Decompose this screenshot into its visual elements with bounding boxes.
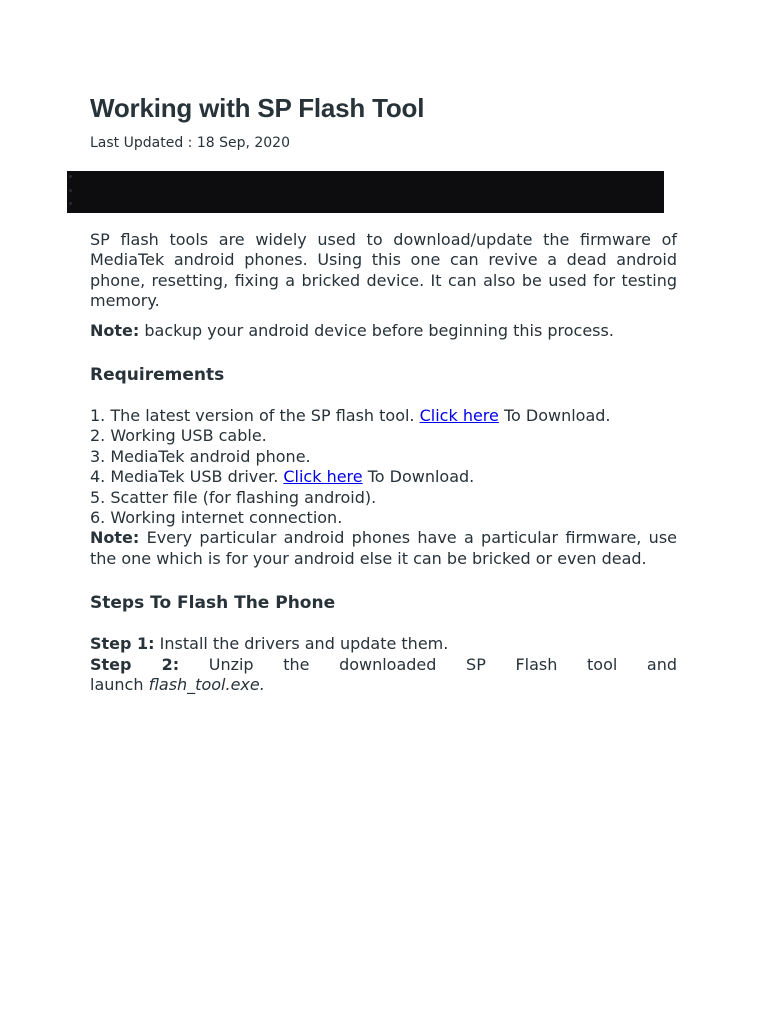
ad-banner (67, 171, 664, 213)
note-text: backup your android device before beginning this process. (139, 320, 614, 340)
step-2-continued: launch flash_tool.exe. (90, 675, 265, 695)
list-item: 4. MediaTek USB driver. Click here To Download. (90, 467, 475, 487)
banner-dot (69, 189, 72, 192)
firmware-note (90, 528, 677, 569)
file-name: flash_tool.exe. (148, 675, 265, 695)
step-1 (90, 634, 677, 654)
banner-dot (69, 202, 72, 205)
last-updated: Last Updated : 18 Sep, 2020 (90, 135, 290, 151)
step-label: Step 1: (90, 634, 155, 654)
download-sp-flash-link[interactable]: Click here (419, 406, 499, 426)
intro-paragraph: SP flash tools are widely used to download/update the firmware of MediaTek android phones. Using this one can revive a dead android phone, resetting, fixing a bricked device. It can also be used for testing memory. (90, 230, 677, 311)
list-item: 2. Working USB cable. (90, 426, 267, 446)
page-title: Working with SP Flash Tool (90, 93, 425, 123)
steps-list (90, 634, 677, 695)
step-2 (90, 655, 677, 675)
banner-dot (69, 175, 72, 178)
note-label: Note: (90, 320, 140, 340)
list-item: 6. Working internet connection. (90, 508, 343, 528)
list-item: 5. Scatter file (for flashing android). (90, 487, 377, 507)
list-item: 3. MediaTek android phone. (90, 446, 311, 466)
download-usb-driver-link[interactable]: Click here (283, 467, 363, 487)
article-body (90, 230, 677, 696)
step-label: Step 2: (90, 654, 180, 674)
requirements-list (90, 406, 677, 569)
steps-heading: Steps To Flash The Phone (90, 593, 336, 614)
step-text: Install the drivers and update them. (154, 634, 449, 654)
list-item: 1. The latest version of the SP flash tool. Click here To Download. (90, 406, 611, 426)
note-paragraph (90, 321, 677, 341)
note-label: Note: (90, 528, 140, 548)
requirements-heading: Requirements (90, 365, 225, 386)
step-text: Unzip the downloaded SP Flash tool and (208, 654, 678, 674)
note-text: Every particular android phones have a particular firmware, use the one which is for your android else it can be bricked or even dead. (90, 528, 677, 568)
